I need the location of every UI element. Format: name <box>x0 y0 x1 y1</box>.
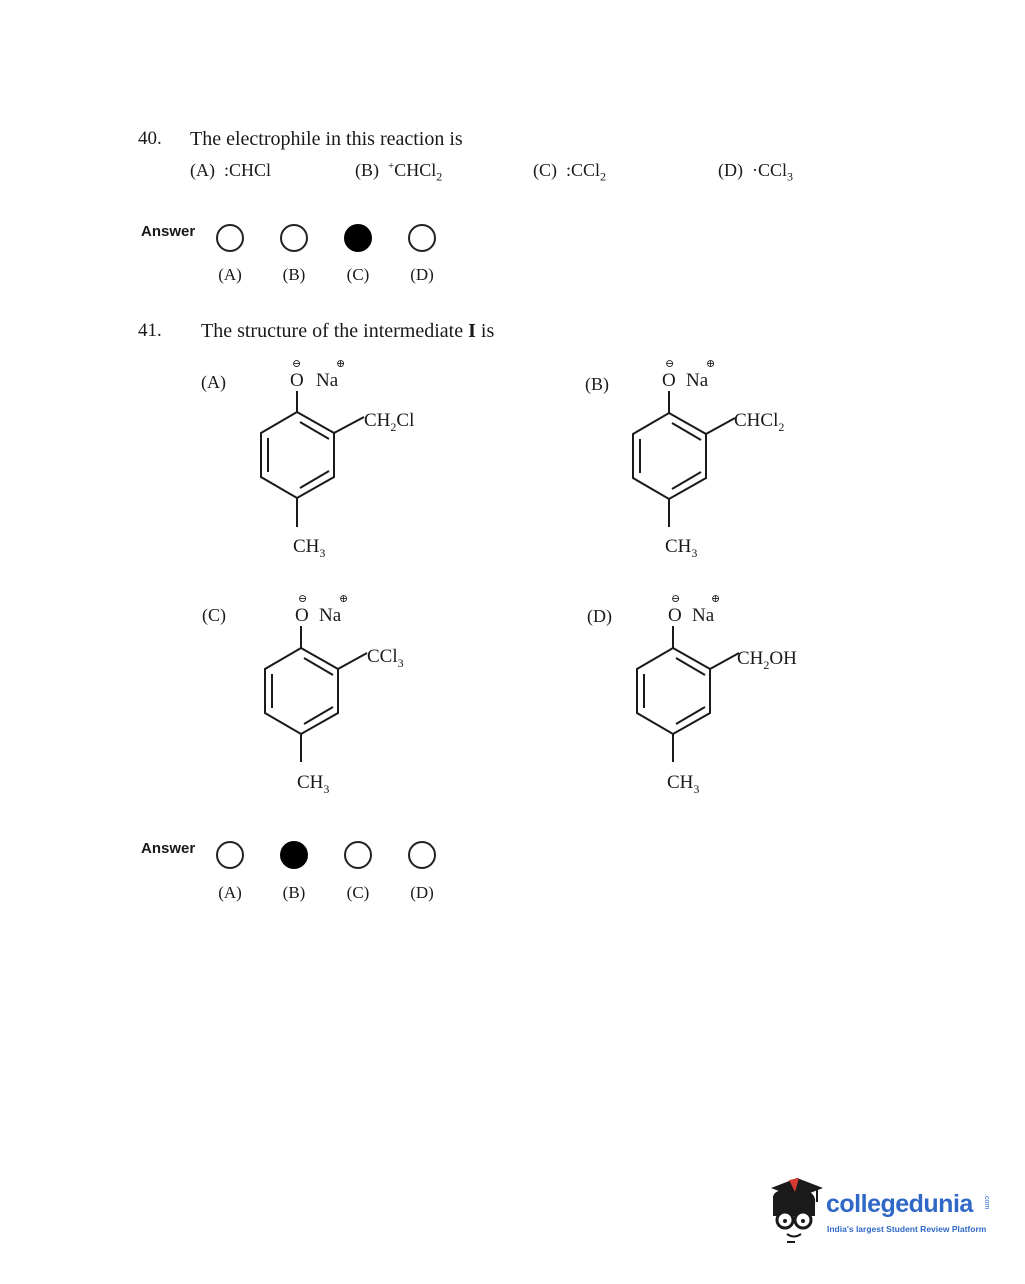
q40-option-a <box>190 160 271 181</box>
q40-option-b <box>355 160 442 185</box>
q41-option-b-label: (B) <box>585 374 609 394</box>
q40-bubble-d[interactable] <box>408 224 436 252</box>
oxide-charge-icon: ⊖ <box>671 593 681 605</box>
question-40-text: The electrophile in this reaction is <box>190 128 463 150</box>
question-41-text-end: is <box>475 320 495 342</box>
oxide-charge-icon: ⊖ <box>292 358 302 370</box>
q41-bubble-d[interactable] <box>408 841 436 869</box>
sodium-ion: Na <box>319 605 342 626</box>
q40-bubble-label-c: (C) <box>346 265 370 284</box>
question-41-text <box>201 320 494 343</box>
sodium-ion: Na <box>316 370 339 391</box>
sodium-charge-icon: ⊕ <box>706 358 716 370</box>
methyl-group: $CH_3$ <box>667 772 700 796</box>
benzene-ring-icon <box>637 626 739 762</box>
oxygen-atom: O <box>662 370 676 391</box>
q40-option-c-text: :CCl <box>566 160 601 180</box>
q40-bubble-c[interactable] <box>344 224 372 252</box>
q41-bubble-c[interactable] <box>344 841 372 869</box>
oxygen-atom: O <box>668 605 682 626</box>
oxygen-atom: O <box>295 605 309 626</box>
q40-option-d-label: (D) <box>718 160 743 180</box>
sodium-ion: Na <box>692 605 715 626</box>
benzene-ring-icon <box>261 391 364 527</box>
sodium-charge-icon: ⊕ <box>711 593 721 605</box>
question-41-number: 41. <box>138 320 162 341</box>
q41-option-d-label: (D) <box>587 606 612 626</box>
q40-option-b-label: (B) <box>355 160 379 180</box>
sodium-charge-icon: ⊕ <box>336 358 346 370</box>
q41-bubble-label-b: (B) <box>282 883 306 902</box>
q41-structure-d <box>615 590 835 805</box>
oxide-charge-icon: ⊖ <box>665 358 675 370</box>
benzene-ring-icon <box>265 626 367 762</box>
q41-bubble-b[interactable] <box>280 841 308 869</box>
graduate-mascot-icon <box>765 1176 825 1244</box>
question-40-number: 40. <box>138 128 162 149</box>
logo-tagline: India's largest Student Review Platform <box>827 1224 987 1234</box>
q40-option-b-charge: + <box>388 160 395 172</box>
q40-bubble-b[interactable] <box>280 224 308 252</box>
oxide-charge-icon: ⊖ <box>298 593 308 605</box>
q40-option-d-sub: 3 <box>787 169 794 184</box>
q40-option-c <box>533 160 606 185</box>
logo-suffix: .com <box>983 1194 990 1210</box>
q41-structure-c <box>243 590 463 805</box>
q41-substituent-d: $CH_2OH$ <box>737 648 797 672</box>
q41-bubble-a[interactable] <box>216 841 244 869</box>
q40-answer-label: Answer <box>141 223 196 240</box>
q40-option-d <box>718 160 793 185</box>
q41-answer-label: Answer <box>141 840 196 857</box>
q40-option-c-sub: 2 <box>600 169 607 184</box>
q41-bubble-label-d: (D) <box>410 883 434 902</box>
sodium-charge-icon: ⊕ <box>339 593 349 605</box>
methyl-group: $CH_3$ <box>293 536 326 560</box>
q40-bubble-a[interactable] <box>216 224 244 252</box>
q40-bubble-label-a: (A) <box>218 265 242 284</box>
q41-substituent-a: $CH_2Cl$ <box>364 410 415 434</box>
sodium-ion: Na <box>686 370 709 391</box>
q41-bubble-label-a: (A) <box>218 883 242 902</box>
q41-bubble-label-c: (C) <box>346 883 370 902</box>
methyl-group: $CH_3$ <box>297 772 330 796</box>
q41-option-c-label: (C) <box>202 605 226 625</box>
benzene-ring-icon <box>633 391 735 527</box>
q41-option-a-label: (A) <box>201 372 226 392</box>
q41-structure-b <box>610 355 830 570</box>
q40-option-b-sub: 2 <box>436 169 443 184</box>
q40-bubble-label-d: (D) <box>410 265 434 284</box>
q40-option-b-text: CHCl <box>394 160 437 180</box>
oxygen-atom: O <box>290 370 304 391</box>
q40-option-a-text: :CHCl <box>224 160 272 180</box>
question-41-text-start: The structure of the intermediate <box>201 320 469 342</box>
q41-substituent-b: CHCl$_2$ <box>734 410 785 434</box>
logo-name: collegedunia <box>826 1190 973 1218</box>
question-41-text-bold: I <box>468 320 476 342</box>
methyl-group: $CH_3$ <box>665 536 698 560</box>
collegedunia-logo <box>765 1176 995 1244</box>
q40-option-d-text: ·CCl <box>752 160 788 180</box>
q40-option-a-label: (A) <box>190 160 215 180</box>
q41-substituent-c: CCl$_3$ <box>367 646 404 670</box>
q40-bubble-label-b: (B) <box>282 265 306 284</box>
q40-option-c-label: (C) <box>533 160 557 180</box>
q41-structure-a <box>240 355 460 570</box>
